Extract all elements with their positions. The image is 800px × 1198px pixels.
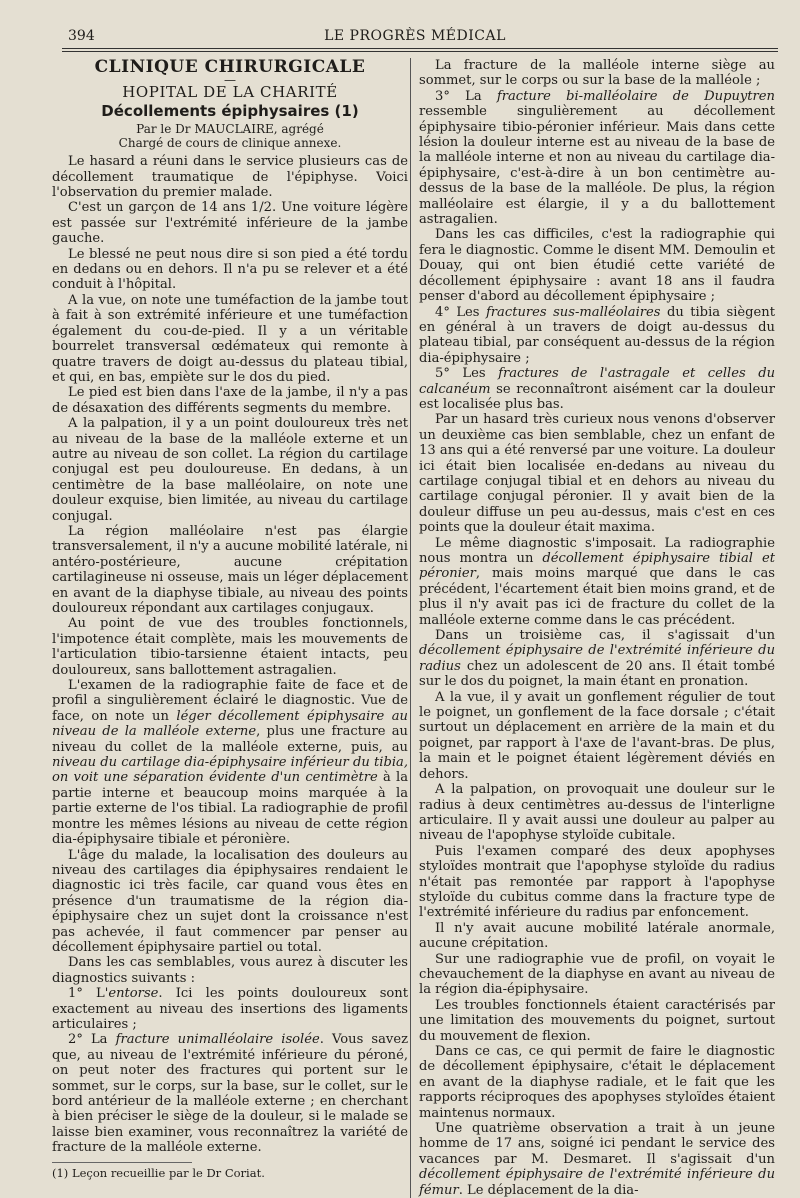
italic-text: fractures sus-malléolaires <box>485 304 661 320</box>
text-run: , plus une fracture au niveau du collet de la malléole externe, puis, au <box>52 724 408 755</box>
paragraph <box>419 366 775 412</box>
paragraph <box>419 628 775 690</box>
paragraph: Le hasard a réuni dans le service plusieurs cas de décollement traumatique de l'épiphyse. Voici l'observation du premier malade. <box>52 154 408 201</box>
paragraph <box>52 1032 408 1155</box>
text-run: . Vous savez que, au niveau de l'extrémité inférieure du péroné, on peut noter des fractures qui portent sur le sommet, sur le corps, sur la base, sur le collet, sur le bord antérieur de la malléole externe ; en cherchant à bien préciser le siège de la douleur, si le malade se laisse bien examiner, vous reconnaîtrez la variété de fracture de la malléole externe. <box>52 1032 408 1156</box>
footnote: (1) Leçon recueillie par le Dr Coriat. <box>52 1162 192 1181</box>
paragraph: Dans ce cas, ce qui permit de faire le diagnostic de décollement épiphysaire, c'était le déplacement en avant de la diaphyse radiale, et le fait que les rapports réciproques des apophyses styloïdes étaient maintenus normaux. <box>419 1044 775 1121</box>
right-column <box>410 58 775 1198</box>
text-run: Le même diagnostic s'imposait. La radiographie nous montra un <box>419 535 775 566</box>
text-run: . Le déplacement de la dia- <box>458 1182 639 1198</box>
italic-text: décollement épiphysaire tibial et péronier <box>419 551 775 582</box>
paragraph <box>419 89 775 228</box>
paragraph: A la vue, il y avait un gonflement régulier de tout le poignet, un gonflement de la face dorsale ; c'était surtout un déplacement en arrière de la main et du poignet, par rapport à l'axe de l'avant-bras. De plus, la main et le poignet étaient légèrement déviés en dehors. <box>419 689 775 782</box>
section-heading: CLINIQUE CHIRURGICALE <box>94 57 366 77</box>
text-run: Dans un troisième cas, il s'agissait d'un <box>435 628 775 644</box>
italic-text: fracture unimalléolaire isolée <box>115 1032 320 1048</box>
paragraph <box>52 678 408 847</box>
paragraph <box>419 536 775 628</box>
italic-text: fractures de l'astragale et celles du calcanéum <box>419 366 776 397</box>
author-role: Chargé de cours de clinique annexe. <box>118 136 342 151</box>
article-columns <box>52 58 778 1198</box>
paragraph: Le pied est bien dans l'axe de la jambe, il n'y a pas de désaxation des différents segments du membre. <box>52 385 408 416</box>
journal-title: LE PROGRÈS MÉDICAL <box>324 28 506 44</box>
text-run: 5° Les <box>435 366 499 382</box>
heading-dash: — <box>224 73 236 88</box>
text-run: Une quatrième observation a trait à un jeune homme de 17 ans, soigné ici pendant le service des vacances par M. Desmaret. Il s'agissait d'un <box>419 1121 775 1167</box>
text-run: se reconnaîtront aisément car la douleur est localisée plus bas. <box>419 381 775 412</box>
italic-text: niveau du cartilage dia-épiphysaire inférieur du tibia, on voit une séparation évidente d'un centimètre <box>52 755 408 786</box>
text-run: du tibia siègent en général à un travers de doigt au-dessus du plateau tibial, par conséquent au-dessus de la région dia-épiphysaire ; <box>419 304 775 366</box>
left-column <box>52 58 408 1198</box>
italic-text: entorse <box>108 986 159 1002</box>
text-run: 2° La <box>68 1032 116 1048</box>
italic-text: fracture bi-malléolaire de Dupuytren <box>496 88 775 104</box>
text-run: . Ici les points douloureux sont exactement au niveau des insertions des ligaments articulaires ; <box>52 986 409 1032</box>
paragraph: Il n'y avait aucune mobilité latérale anormale, aucune crépitation. <box>419 920 775 952</box>
paragraph: A la vue, on note une tuméfaction de la jambe tout à fait à son extrémité inférieure et une tuméfaction également du cou-de-pied. Il y a un véritable bourrelet transversal œdémateux qui remonte à quatre travers de doigt au-dessus du plateau tibial, et qui, en bas, empiète sur le dos du pied. <box>52 292 408 385</box>
italic-text: décollement épiphysaire de l'extrémité inférieure du radius <box>419 643 775 674</box>
article-title: Décollements épiphysaires (1) <box>101 101 359 120</box>
paragraph: La fracture de la malléole interne siège au sommet, sur le corps ou sur la base de la malléole ; <box>419 58 775 89</box>
text-run: L'examen de la radiographie faite de face et de profil a singulièrement éclairé le diagnostic. Vue de face, on note un <box>52 678 408 724</box>
paragraph: L'âge du malade, la localisation des douleurs au niveau des cartilages dia épiphysaires rendaient le diagnostic ici très facile, car quand vous êtes en présence d'un traumatisme de la région dia-épiphysaire chez un sujet dont la croissance n'est pas achevée, il faut commencer par penser au décollement épiphysaire partiel ou total. <box>52 847 408 955</box>
paragraph: Dans les cas difficiles, c'est la radiographie qui fera le diagnostic. Comme le disent MM. Demoulin et Douay, qui ont bien étudié cette variété de décollement épiphysaire : avant 18 ans il faudra penser d'abord au décollement épiphysaire ; <box>419 227 775 305</box>
paragraph: La région malléolaire n'est pas élargie transversalement, il n'y a aucune mobilité latérale, ni antéro-postérieure, aucune crépitation cartilagineuse ni osseuse, mais un léger déplacement en avant de la diaphyse tibiale, au niveau des points douloureux répondant aux cartilages conjugaux. <box>52 523 408 616</box>
text-run: 4° Les <box>435 304 486 320</box>
paragraph: Au point de vue des troubles fonctionnels, l'impotence était complète, mais les mouvements de l'articulation tibio-tarsienne étaient intacts, peu douloureux, sans ballottement astragalien. <box>52 616 408 678</box>
text-run: à la partie interne et beaucoup moins marquée à la partie externe de l'os tibial. La radiographie de profil montre les mêmes lésions au niveau de cette région dia-épiphysaire tibiale et péronière. <box>52 770 409 848</box>
text-run: 1° L' <box>68 986 109 1002</box>
paragraph: A la palpation, on provoquait une douleur sur le radius à deux centimètres au-dessus de l'interligne articulaire. Il y avait aussi une douleur au palper au niveau de l'apophyse styloïde cubitale. <box>419 782 775 844</box>
paragraph: Puis l'examen comparé des deux apophyses styloïdes montrait que l'apophyse styloïde du radius n'était pas remontée par rapport à l'apophyse styloïde du cubitus comme dans la fracture type de l'extrémité inférieure du radius par enfoncement. <box>419 843 775 921</box>
text-run: 3° La <box>435 88 497 104</box>
italic-text: décollement épiphysaire de l'extrémité inférieure du fémur <box>419 1167 775 1198</box>
paragraph: Par un hasard très curieux nous venons d'observer un deuxième cas bien semblable, chez un enfant de 13 ans qui a été renversé par une voiture. La douleur ici était bien localisée en-dedans au niveau du cartilage conjugal tibial et en dehors au niveau du cartilage conjugal péronier. Il y avait bien de la douleur diffuse un peu au-dessus, mais c'est en ces points que la douleur était maxima. <box>419 412 775 536</box>
paragraph: C'est un garçon de 14 ans 1/2. Une voiture légère est passée sur l'extrémité inférieure de la jambe gauche. <box>52 200 408 247</box>
paragraph <box>52 986 408 1032</box>
paragraph: Sur une radiographie vue de profil, on voyait le chevauchement de la diaphyse en avant au niveau de la région dia-épiphysaire. <box>419 951 775 998</box>
text-run: ressemble singulièrement au décollement épiphysaire tibio-péronier inférieur. Mais dans cette lésion la douleur interne est au niveau de la base de la malléole interne et non au niveau du cartilage dia-épiphysaire, c'est-à-dire à un bon centimètre au-dessus de la base de la malléole. De plus, la région malléolaire est élargie, il y a du ballottement astragalien. <box>419 104 775 228</box>
paragraph: Dans les cas semblables, vous aurez à discuter les diagnostics suivants : <box>52 955 408 986</box>
text-run: chez un adolescent de 20 ans. Il était tombé sur le dos du poignet, la main étant en pronation. <box>419 658 775 690</box>
page-header <box>52 24 778 46</box>
hospital-heading: HOPITAL DE LA CHARITÉ <box>122 83 338 102</box>
article-author: Par le Dr MAUCLAIRE, agrégé <box>136 122 324 137</box>
italic-text: léger décollement épiphysaire au niveau de la malléole externe <box>52 708 408 740</box>
page-number: 394 <box>68 28 95 44</box>
paragraph <box>419 305 775 367</box>
paragraph: Les troubles fonctionnels étaient caractérisés par une limitation des mouvements du poignet, surtout du mouvement de flexion. <box>419 997 775 1044</box>
paragraph: Le blessé ne peut nous dire si son pied a été tordu en dedans ou en dehors. Il n'a pu se relever et a été conduit à l'hôpital. <box>52 246 408 293</box>
paragraph: A la palpation, il y a un point douloureux très net au niveau de la base de la malléole externe et un autre au niveau de son collet. La région du cartilage conjugal est peu douloureuse. En dedans, à un centimètre de la base malléolaire, on note une douleur exquise, bien limitée, au niveau du cartilage conjugal. <box>52 416 408 524</box>
header-rule <box>62 48 778 52</box>
text-run: , mais moins marqué que dans le cas précédent, l'écartement était bien moins grand, et de plus il n'y avait pas ici de fracture du collet de la malléole externe comme dans le cas précédent. <box>419 566 775 628</box>
paragraph <box>419 1121 775 1198</box>
